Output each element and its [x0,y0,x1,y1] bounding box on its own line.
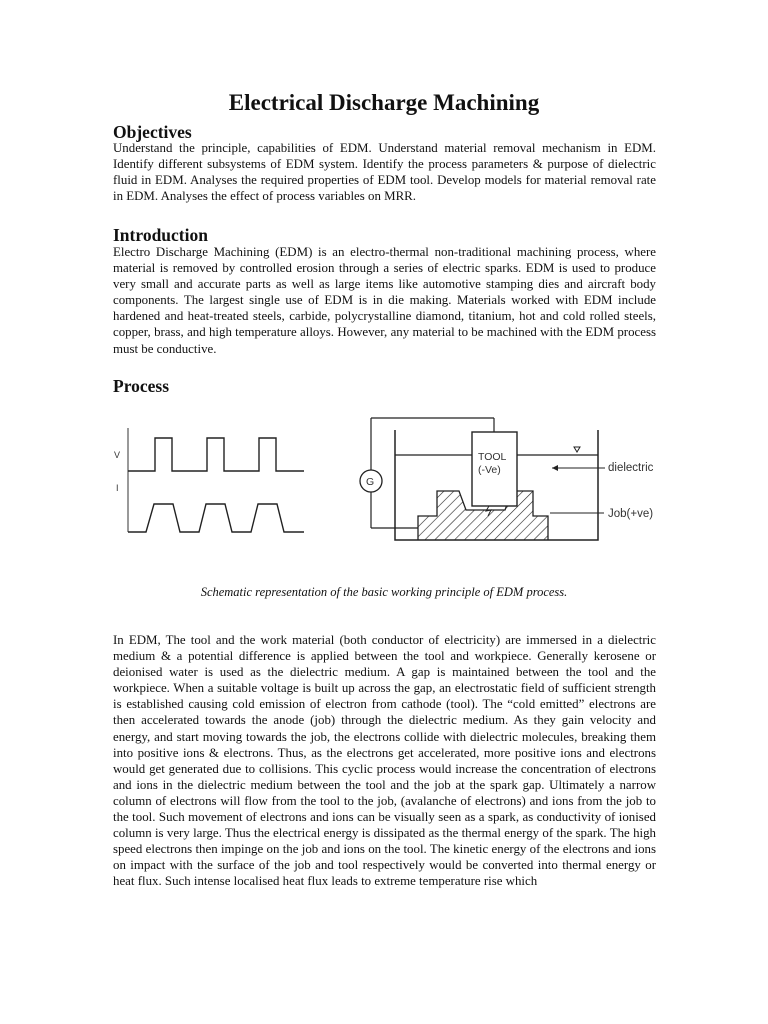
process-heading: Process [113,376,170,396]
current-waveform [128,504,304,532]
arrow-left-icon [552,465,558,471]
tool-polarity-label: (-Ve) [478,464,501,476]
dielectric-label: dielectric [608,462,654,474]
voltage-axis-label: V [114,450,121,460]
job-label: Job(+ve) [608,508,654,520]
introduction-heading: Introduction [113,225,208,245]
current-axis-label: I [116,483,119,493]
fluid-level-marker-icon [574,447,580,452]
objectives-heading: Objectives [113,122,192,142]
generator-label: G [366,476,375,488]
voltage-current-waveforms [114,428,304,532]
introduction-paragraph: Electro Discharge Machining (EDM) is an electro-thermal non-traditional machining process, where material is removed by controlled erosion through a series of electric sparks. EDM is used to produce very small and accurate parts as well as large items like automotive stamping dies and aircraft body components. The largest single use of EDM is in die making. Materials worked with EDM include hardened and heat-treated steels, carbide, polycrystalline diamond, titanium, hot and cold rolled steels, copper, brass, and high temperature alloys. However, any material to be machined with the EDM process must be conductive. [113,245,656,356]
edm-schematic-figure [0,400,768,570]
tool-label: TOOL [478,451,507,463]
figure-caption: Schematic representation of the basic working principle of EDM process. [200,585,568,599]
voltage-waveform [128,438,304,471]
process-paragraph: In EDM, The tool and the work material (both conductor of electricity) are immersed in a dielectric medium & a potential difference is applied between the tool and workpiece. Generally kerosene or deionised water is used as the dielectric medium. A gap is maintained between the tool and the workpiece. When a suitable voltage is built up across the gap, an electrostatic field of sufficient strength is established causing cold emission of electron from cathode (tool). The “cold emitted” electrons are then accelerated towards the anode (job) through the dielectric medium. As they gain velocity and energy, and start moving towards the job, the electrons collide with dielectric molecules, breaking them into positive ions & electrons. Thus, as the electrons get accelerated, more positive ions and electrons would get generated due to collisions. This cyclic process would increase the concentration of electrons and ions in the dielectric medium between the tool and the job at the spark gap. Ultimately a narrow column of electrons will flow from the tool to the job, (avalanche of electrons) and ions from the job to the tool. Such movement of electrons and ions can be visually seen as a spark, as conductivity of ionised column is very large. Thus the electrical energy is dissipated as the thermal energy of the spark. The high speed electrons then impinge on the job and ions on the tool. The kinetic energy of the electrons and ions on impact with the surface of the job and tool respectively would be converted into thermal energy or heat flux. Such intense localised heat flux leads to extreme temperature rise which [113,633,656,889]
edm-setup-diagram [360,418,654,540]
document-title: Electrical Discharge Machining [228,90,540,115]
job-hatch-base [418,516,548,540]
objectives-paragraph: Understand the principle, capabilities of EDM. Understand material removal mechanism in EDM. Identify different subsystems of EDM system. Identify the process parameters & purpose of dielectric fluid in EDM. Analyses the required properties of EDM tool. Develop models for material removal rate in EDM. Analyses the effect of process variables on MRR. [113,141,656,204]
